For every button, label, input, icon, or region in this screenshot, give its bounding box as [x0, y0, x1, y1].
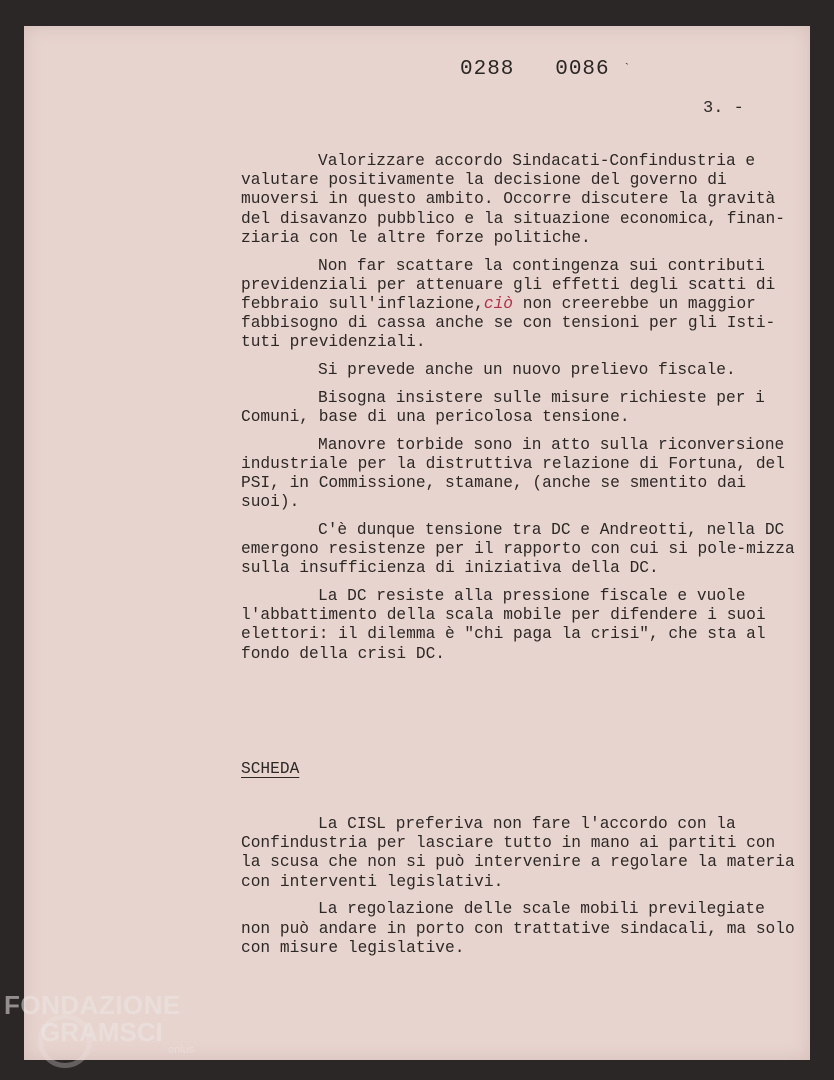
scheda-paragraph-cisl: La CISL preferiva non fare l'accordo con la Confindustria per lasciare tutto in mano ai partiti con la scusa che non si può intervenire a regolare la materia con interventi legislativi. — [241, 815, 795, 891]
paragraph-scala-mobile: La DC resiste alla pressione fiscale e vuole l'abbattimento della scala mobile per difendere i suoi elettori: il dilemma è "chi paga la crisi", che sta al fondo della crisi DC. — [241, 587, 766, 663]
memo-body — [241, 152, 801, 672]
paragraph-accordo: Valorizzare accordo Sindacati-Confindustria e valutare positivamente la decisione del governo di muoversi in questo ambito. Occorre discutere la gravità del disavanzo pubblico e la situazione economica, finan-ziaria con le altre forze politiche. — [241, 152, 785, 247]
paragraph-andreotti: C'è dunque tensione tra DC e Andreotti, nella DC emergono resistenze per il rapporto con cui si pole-mizza sulla insufficienza di iniziativa della DC. — [241, 520, 795, 578]
watermark-line2: GRAMSCI — [40, 1017, 163, 1047]
paragraph-comuni: Bisogna insistere sulle misure richieste per i Comuni, base di una pericolosa tensione. — [241, 388, 765, 426]
handwritten-correction: ciò — [483, 294, 514, 313]
scheda-paragraph-regolazione: La regolazione delle scale mobili previlegiate non può andare in porto con trattative sindacali, ma solo con misure legislative. — [241, 900, 795, 957]
stray-mark: ` — [623, 61, 632, 76]
scheda-body — [241, 815, 801, 966]
watermark-sub: onlus — [168, 1044, 195, 1056]
fondazione-gramsci-watermark — [4, 990, 194, 1056]
scheda-heading: SCHEDA — [241, 760, 300, 778]
paragraph-riconversione: Manovre torbide sono in atto sulla riconversione industriale per la distruttiva relazione di Fortuna, del PSI, in Commissione, stamane, (anche se smentito dai suoi). — [241, 435, 785, 512]
watermark-line1: FONDAZIONE — [4, 990, 181, 1020]
page-number: 3. - — [703, 99, 744, 118]
gramsci-logo-icon — [38, 1014, 92, 1068]
paragraph-prelievo: Si prevede anche un nuovo prelievo fiscale. — [318, 361, 736, 380]
paragraph-contingenza: Non far scattare la contingenza sui contributi previdenziali per attenuare gli effetti degli scatti di febbraio sull'inflazione,ciò non creerebbe un maggior fabbisogno di cassa anche se con tensioni per gli Isti-tuti previdenziali. — [241, 256, 776, 352]
archive-code: 0288 0086 ` — [460, 58, 632, 81]
